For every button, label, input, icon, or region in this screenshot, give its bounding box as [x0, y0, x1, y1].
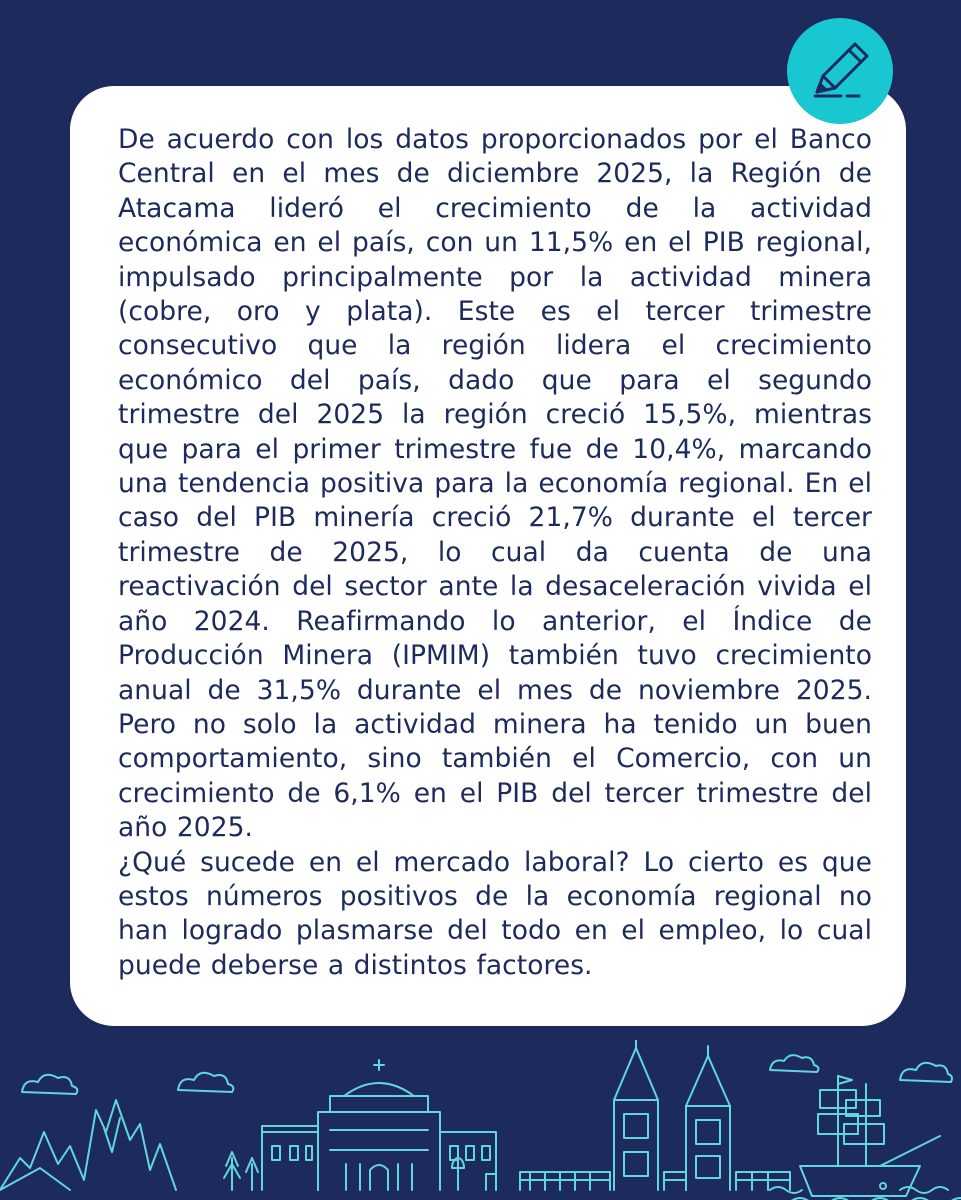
city-skyline-illustration [0, 1040, 961, 1200]
pencil-icon [801, 32, 879, 110]
article-paragraph-2: ¿Qué sucede en el mercado laboral? Lo cierto es que estos números positivos de la economía regional no han logrado plasmarse del todo en el empleo, lo cual puede deberse a distintos factores. [118, 846, 872, 981]
text-card [70, 86, 906, 1026]
pencil-badge [787, 18, 893, 124]
article-paragraph-1: De acuerdo con los datos proporcionados por el Banco Central en el mes de diciembre 2025, la Región de Atacama lideró el crecimiento de la actividad económica en el país, con un 11,5% en el PIB regional, impulsado principalmente por la actividad minera (cobre, oro y plata). Este es el tercer trimestre consecutivo que la región lidera el crecimiento económico del país, dado que para el segundo trimestre del 2025 la región creció 15,5%, mientras que para el primer trimestre fue de 10,4%, marcando una tendencia positiva para la economía regional. En el caso del PIB minería creció 21,7% durante el tercer trimestre de 2025, lo cual da cuenta de una reactivación del sector ante la desaceleración vivida el año 2024. Reafirmando lo anterior, el Índice de Producción Minera (IPMIM) también tuvo crecimiento anual de 31,5% durante el mes de noviembre 2025. Pero no solo la actividad minera ha tenido un buen comportamiento, sino también el Comercio, con un crecimiento de 6,1% en el PIB del tercer trimestre del año 2025. [118, 124, 872, 844]
